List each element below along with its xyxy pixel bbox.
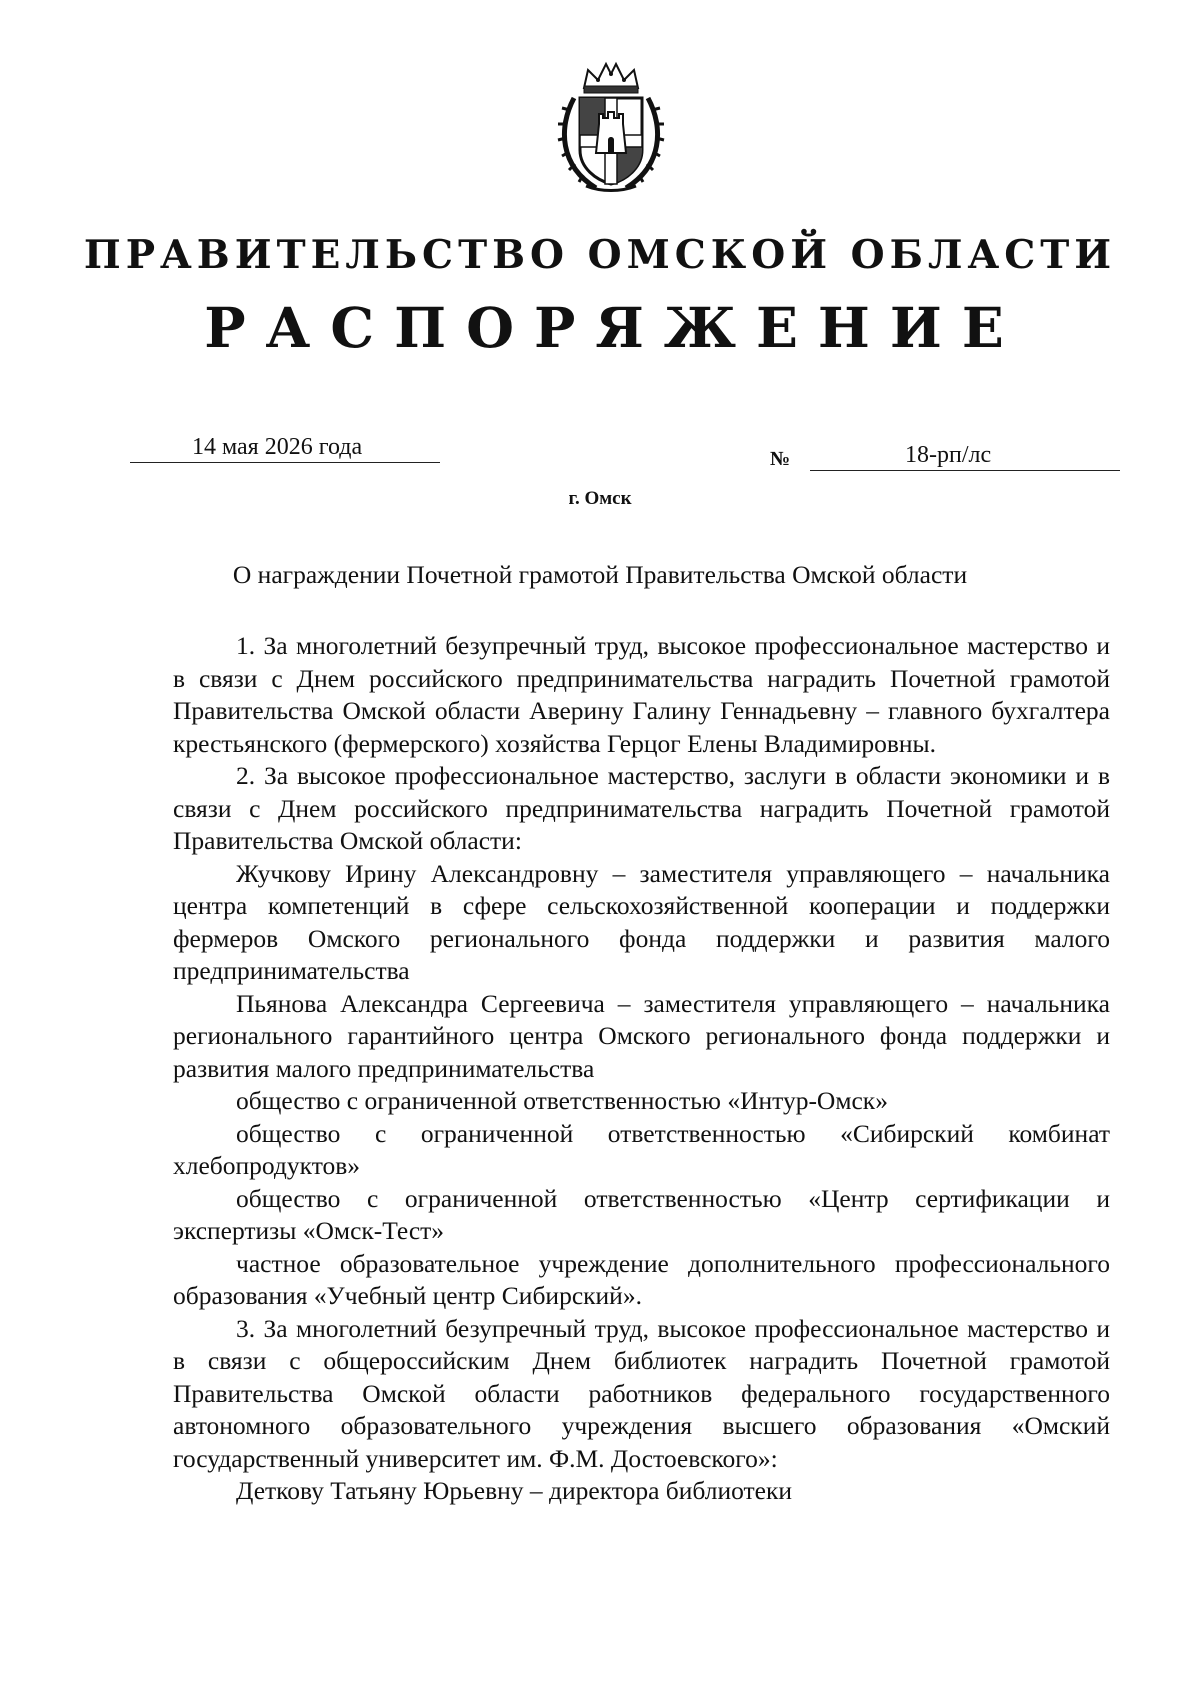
paragraph: общество с ограниченной ответственностью «Сибирский комбинат хлебопродуктов»	[173, 1118, 1110, 1180]
date-value: 14 мая 2026 года	[192, 434, 363, 460]
paragraph: Жучкову Ирину Александровну – заместителя управляющего – начальника центра компетенций в сфере сельскохозяйственной кооперации и поддержки фермеров Омского регионального фонда поддержки и развития малого предпринимательства	[173, 858, 1110, 985]
city-label: г. Омск	[568, 488, 632, 509]
paragraph: частное образовательное учреждение дополнительного профессионального образования «Учебный центр Сибирский».	[173, 1248, 1110, 1310]
number-value: 18-рп/лс	[905, 442, 992, 468]
paragraph: общество с ограниченной ответственностью «Центр сертификации и экспертизы «Омск-Тест»	[173, 1183, 1110, 1245]
paragraph: Деткову Татьяну Юрьевну – директора библиотеки	[236, 1476, 793, 1505]
paragraph: Пьянова Александра Сергеевича – заместителя управляющего – начальника регионального гарантийного центра Омского регионального фонда поддержки и развития малого предпринимательства	[173, 988, 1110, 1083]
paragraph: 3. За многолетний безупречный труд, высокое профессиональное мастерство и в связи с общероссийским Днем библиотек наградить Почетной грамотой Правительства Омской области работников федерального государственного автономного образовательного учреждения высшего образования «Омский государственный университет им. Ф.М. Достоевского»:	[173, 1313, 1110, 1473]
coat-of-arms-emblem	[556, 58, 666, 194]
document-type-title: РАСПОРЯЖЕНИЕ	[204, 295, 1024, 360]
paragraph: 2. За высокое профессиональное мастерство, заслуги в области экономики и в связи с Днем российского предпринимательства наградить Почетной грамотой Правительства Омской области:	[173, 761, 1110, 855]
document-body	[173, 630, 1110, 1508]
document-subject: О награждении Почетной грамотой Правительства Омской области	[232, 560, 968, 589]
paragraph: 1. За многолетний безупречный труд, высокое профессиональное мастерство и в связи с Днем российского предпринимательства наградить Почетной грамотой Правительства Омской области Аверину Галину Геннадьевну – главного бухгалтера крестьянского (фермерского) хозяйства Герцог Елены Владимировны.	[173, 631, 1110, 758]
government-title: ПРАВИТЕЛЬСТВО ОМСКОЙ ОБЛАСТИ	[83, 232, 1117, 278]
date-field	[130, 432, 440, 463]
number-sign: №	[770, 448, 791, 470]
paragraph: общество с ограниченной ответственностью «Интур-Омск»	[236, 1086, 888, 1115]
